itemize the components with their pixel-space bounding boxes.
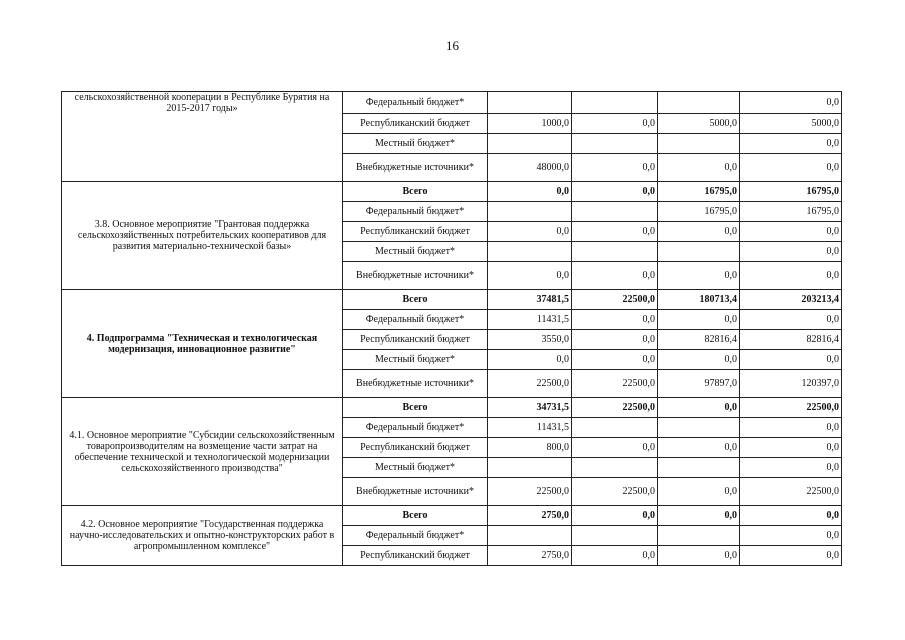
value-cell: 0,0 [658,310,740,330]
source-cell: Всего [343,398,488,418]
value-cell: 22500,0 [572,290,658,310]
value-cell [572,458,658,478]
value-cell: 180713,4 [658,290,740,310]
value-cell [658,92,740,114]
source-cell: Республиканский бюджет [343,114,488,134]
source-cell: Местный бюджет* [343,242,488,262]
value-cell: 82816,4 [740,330,842,350]
value-cell: 0,0 [740,458,842,478]
value-cell: 0,0 [740,134,842,154]
value-cell: 0,0 [488,350,572,370]
value-cell: 0,0 [572,154,658,182]
value-cell: 0,0 [572,546,658,566]
value-cell: 5000,0 [740,114,842,134]
source-cell: Республиканский бюджет [343,546,488,566]
source-cell: Внебюджетные источники* [343,478,488,506]
value-cell: 37481,5 [488,290,572,310]
event-cell: сельскохозяйственной кооперации в Республике Бурятия на 2015-2017 годы» [62,92,343,182]
source-cell: Республиканский бюджет [343,438,488,458]
value-cell: 0,0 [658,350,740,370]
event-cell: 3.8. Основное мероприятие "Грантовая поддержка сельскохозяйственных потребительских кооперативов для развития материально-технической базы» [62,182,343,290]
value-cell: 120397,0 [740,370,842,398]
value-cell [572,242,658,262]
value-cell: 0,0 [488,262,572,290]
source-cell: Республиканский бюджет [343,330,488,350]
value-cell: 800,0 [488,438,572,458]
source-cell: Республиканский бюджет [343,222,488,242]
value-cell: 0,0 [740,222,842,242]
value-cell: 34731,5 [488,398,572,418]
value-cell: 22500,0 [488,370,572,398]
value-cell: 0,0 [572,182,658,202]
value-cell: 0,0 [572,438,658,458]
value-cell [572,92,658,114]
table-row [62,506,842,526]
value-cell: 203213,4 [740,290,842,310]
value-cell: 0,0 [740,506,842,526]
value-cell: 0,0 [658,546,740,566]
table-row [62,398,842,418]
source-cell: Внебюджетные источники* [343,370,488,398]
value-cell [658,134,740,154]
value-cell [572,526,658,546]
value-cell: 16795,0 [740,182,842,202]
value-cell: 0,0 [740,438,842,458]
value-cell: 16795,0 [740,202,842,222]
table-row [62,182,842,202]
value-cell [488,92,572,114]
value-cell: 22500,0 [488,478,572,506]
value-cell: 0,0 [658,438,740,458]
value-cell: 82816,4 [658,330,740,350]
table-row [62,92,842,114]
value-cell: 0,0 [740,92,842,114]
value-cell: 11431,5 [488,418,572,438]
value-cell: 0,0 [658,262,740,290]
value-cell: 11431,5 [488,310,572,330]
value-cell [572,134,658,154]
value-cell: 0,0 [572,330,658,350]
table-row [62,290,842,310]
value-cell [488,526,572,546]
source-cell: Местный бюджет* [343,134,488,154]
value-cell [488,242,572,262]
value-cell: 22500,0 [740,398,842,418]
value-cell: 0,0 [740,350,842,370]
value-cell: 0,0 [740,242,842,262]
page-number: 16 [446,38,459,53]
source-cell: Местный бюджет* [343,350,488,370]
value-cell [658,526,740,546]
value-cell [572,418,658,438]
value-cell: 22500,0 [572,370,658,398]
source-cell: Федеральный бюджет* [343,418,488,438]
value-cell: 0,0 [740,526,842,546]
value-cell: 2750,0 [488,506,572,526]
value-cell: 0,0 [740,310,842,330]
source-cell: Местный бюджет* [343,458,488,478]
value-cell: 0,0 [658,398,740,418]
value-cell [488,134,572,154]
budget-table [61,91,842,566]
source-cell: Всего [343,506,488,526]
value-cell: 0,0 [740,154,842,182]
source-cell: Федеральный бюджет* [343,202,488,222]
value-cell: 2750,0 [488,546,572,566]
source-cell: Всего [343,182,488,202]
value-cell: 0,0 [572,350,658,370]
value-cell: 0,0 [740,418,842,438]
value-cell [488,202,572,222]
value-cell: 22500,0 [740,478,842,506]
value-cell: 16795,0 [658,182,740,202]
source-cell: Федеральный бюджет* [343,310,488,330]
value-cell [658,242,740,262]
value-cell: 0,0 [572,310,658,330]
value-cell: 22500,0 [572,398,658,418]
source-cell: Внебюджетные источники* [343,154,488,182]
source-cell: Федеральный бюджет* [343,92,488,114]
value-cell: 0,0 [572,222,658,242]
value-cell: 0,0 [658,154,740,182]
source-cell: Федеральный бюджет* [343,526,488,546]
event-cell: 4.1. Основное мероприятие "Субсидии сельскохозяйственным товаропроизводителям на возмещение части затрат на обеспечение технической и технологической модернизации сельскохозяйственного производства" [62,398,343,506]
value-cell: 0,0 [658,506,740,526]
value-cell: 3550,0 [488,330,572,350]
event-cell: 4. Подпрограмма "Техническая и технологическая модернизация, инновационное развитие" [62,290,343,398]
value-cell: 0,0 [572,506,658,526]
value-cell [658,418,740,438]
value-cell: 16795,0 [658,202,740,222]
value-cell: 0,0 [740,262,842,290]
value-cell: 0,0 [658,222,740,242]
value-cell [572,202,658,222]
event-cell: 4.2. Основное мероприятие "Государственная поддержка научно-исследовательских и опытно-конструкторских работ в агропромышленном комплексе" [62,506,343,566]
value-cell: 0,0 [658,478,740,506]
value-cell [658,458,740,478]
value-cell: 0,0 [572,114,658,134]
value-cell: 1000,0 [488,114,572,134]
value-cell: 0,0 [572,262,658,290]
value-cell: 48000,0 [488,154,572,182]
value-cell [488,458,572,478]
value-cell: 0,0 [488,182,572,202]
value-cell: 0,0 [740,546,842,566]
source-cell: Внебюджетные источники* [343,262,488,290]
value-cell: 5000,0 [658,114,740,134]
value-cell: 97897,0 [658,370,740,398]
source-cell: Всего [343,290,488,310]
value-cell: 22500,0 [572,478,658,506]
value-cell: 0,0 [488,222,572,242]
